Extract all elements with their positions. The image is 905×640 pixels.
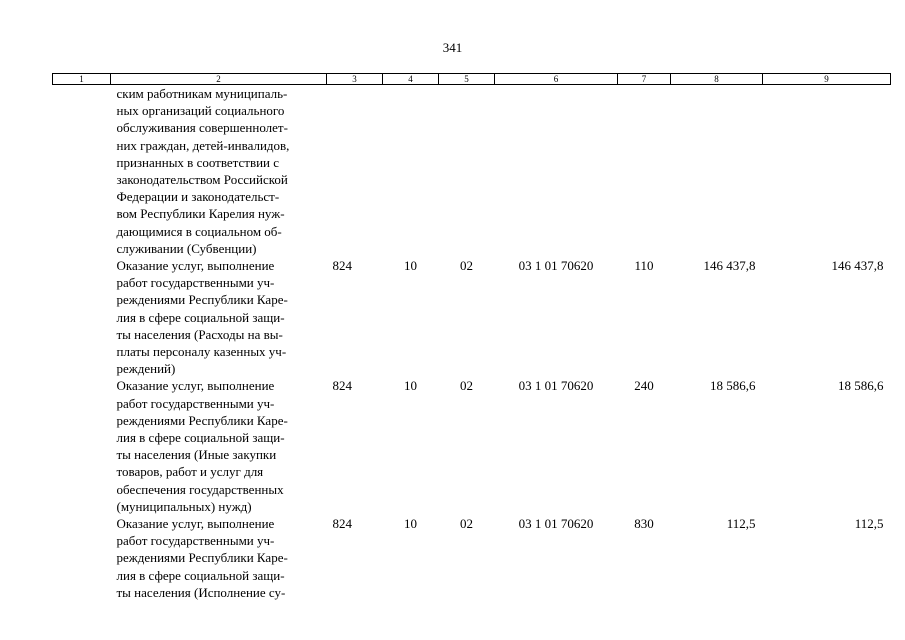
- celevaya-statya-cell: 03 1 01 70620: [518, 378, 594, 394]
- summa-2-cell: 18 586,6: [838, 378, 884, 394]
- vid-rashodov-cell: 110: [634, 258, 654, 274]
- column-number-header-row: [53, 74, 891, 85]
- summa-1-cell: 18 586,6: [710, 378, 756, 394]
- column-number-3: 3: [327, 74, 383, 85]
- celevaya-statya-cell: [495, 85, 618, 258]
- table-row: [53, 377, 891, 515]
- razdel-cell: 10: [404, 258, 417, 274]
- summa-2-cell: 112,5: [854, 516, 884, 532]
- razdel-cell: [383, 85, 439, 258]
- summa-1-cell: 146 437,8: [703, 258, 756, 274]
- row-number-cell: [53, 85, 111, 258]
- column-number-5: 5: [439, 74, 495, 85]
- summa-1-cell: [671, 85, 763, 258]
- table-row: [53, 257, 891, 377]
- razdel-cell: 10: [404, 516, 417, 532]
- page-number: 341: [442, 40, 463, 55]
- ved-code-cell: 824: [332, 378, 352, 394]
- column-number-7: 7: [618, 74, 671, 85]
- summa-2-cell: 146 437,8: [831, 258, 884, 274]
- description-cell: Оказание услуг, выполнение работ государственными уч- реждениями Республики Каре- лия в сфере социальной защи- ты населения (Исполнение су-: [116, 516, 288, 600]
- podrazdel-cell: 02: [460, 516, 473, 532]
- column-number-8: 8: [671, 74, 763, 85]
- table-row: [53, 85, 891, 258]
- ved-code-cell: [327, 85, 383, 258]
- podrazdel-cell: 02: [460, 258, 473, 274]
- summa-1-cell: 112,5: [726, 516, 756, 532]
- vid-rashodov-cell: 240: [634, 378, 654, 394]
- vid-rashodov-cell: 830: [634, 516, 654, 532]
- vid-rashodov-cell: [618, 85, 671, 258]
- column-number-6: 6: [495, 74, 618, 85]
- podrazdel-cell: 02: [460, 378, 473, 394]
- ved-code-cell: 824: [332, 516, 352, 532]
- row-number-cell: [53, 377, 111, 515]
- description-cell: Оказание услуг, выполнение работ государственными уч- реждениями Республики Каре- лия в сфере социальной защи- ты населения (Иные закупки товаров, работ и услуг для обеспечения государственных (муниципальных) нужд): [116, 378, 288, 514]
- podrazdel-cell: [439, 85, 495, 258]
- row-number-cell: [53, 515, 111, 601]
- celevaya-statya-cell: 03 1 01 70620: [518, 516, 594, 532]
- description-cell: ским работникам муниципаль- ных организаций социального обслуживания совершеннолет- них граждан, детей-инвалидов, признанных в соответствии с законодательством Российской Федерации и законодательст- вом Республики Карелия нуж- дающимися в социальном об- служивании (Субвенции): [116, 86, 290, 256]
- summa-2-cell: [763, 85, 891, 258]
- column-number-4: 4: [383, 74, 439, 85]
- celevaya-statya-cell: 03 1 01 70620: [518, 258, 594, 274]
- column-number-1: 1: [53, 74, 111, 85]
- table-row: [53, 515, 891, 601]
- budget-table: [52, 73, 891, 601]
- column-number-2: 2: [111, 74, 327, 85]
- row-number-cell: [53, 257, 111, 377]
- razdel-cell: 10: [404, 378, 417, 394]
- column-number-9: 9: [763, 74, 891, 85]
- description-cell: Оказание услуг, выполнение работ государственными уч- реждениями Республики Каре- лия в сфере социальной защи- ты населения (Расходы на вы- платы персоналу казенных уч- реждений): [116, 258, 288, 377]
- ved-code-cell: 824: [332, 258, 352, 274]
